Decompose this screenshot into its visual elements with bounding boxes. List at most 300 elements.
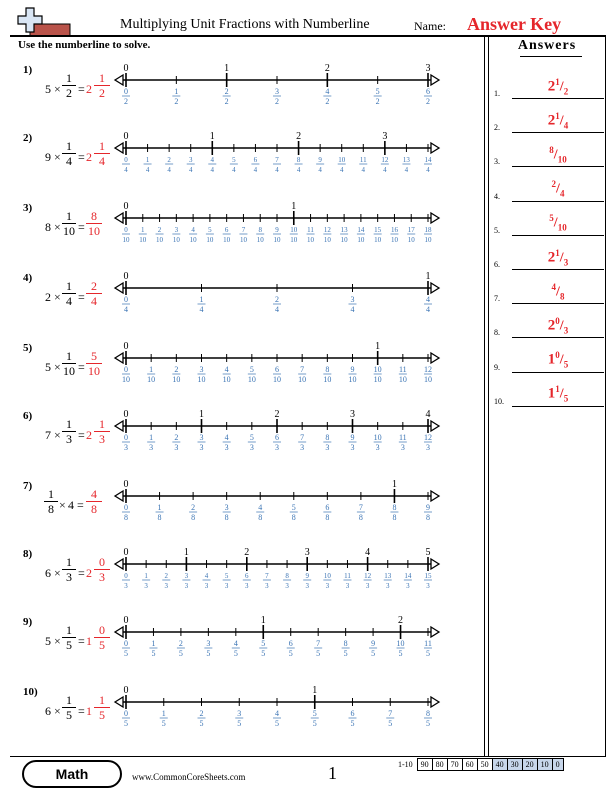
tick-denominator: 10 bbox=[189, 236, 197, 244]
whole-number-label: 0 bbox=[123, 201, 129, 212]
tick-numerator: 17 bbox=[407, 226, 415, 234]
tick-denominator: 3 bbox=[325, 443, 330, 452]
tick-numerator: 0 bbox=[124, 503, 128, 512]
answer-row bbox=[494, 305, 604, 339]
whole-number-label: 1 bbox=[224, 63, 230, 74]
answer-denominator: 5 bbox=[563, 359, 569, 370]
tick-numerator: 6 bbox=[245, 572, 249, 580]
tick-denominator: 2 bbox=[275, 97, 279, 106]
fraction-numerator: 1 bbox=[99, 693, 105, 707]
tick-numerator: 1 bbox=[149, 365, 154, 374]
number-line bbox=[112, 130, 442, 180]
whole-number-label: 0 bbox=[123, 479, 129, 490]
number-line bbox=[112, 478, 442, 528]
fraction-denominator: 8 bbox=[48, 502, 54, 516]
tick-denominator: 4 bbox=[383, 166, 387, 174]
problem-number: 7) bbox=[23, 480, 33, 492]
tick-denominator: 5 bbox=[261, 649, 266, 658]
tick-denominator: 10 bbox=[407, 236, 415, 244]
tick-numerator: 9 bbox=[350, 433, 355, 442]
tick-numerator: 12 bbox=[364, 572, 372, 580]
answer-whole: 1 bbox=[547, 386, 556, 402]
answer-whole: 2 bbox=[547, 112, 556, 129]
whole-number-label: 0 bbox=[123, 685, 129, 696]
problem-number: 2) bbox=[23, 132, 33, 144]
fraction-denominator: 10 bbox=[63, 364, 75, 378]
tick-denominator: 10 bbox=[273, 236, 281, 244]
whole-number-label: 1 bbox=[209, 131, 215, 142]
tick-denominator: 3 bbox=[305, 582, 309, 590]
whole-number-label: 0 bbox=[123, 547, 129, 558]
answer-number: 2. bbox=[494, 123, 500, 133]
times-sign: × bbox=[54, 220, 61, 234]
tick-numerator: 5 bbox=[375, 87, 380, 96]
tick-numerator: 7 bbox=[265, 572, 269, 580]
tick-denominator: 3 bbox=[406, 582, 410, 590]
equation bbox=[36, 486, 122, 520]
answer-whole: 2 bbox=[547, 249, 556, 266]
whole-number-label: 3 bbox=[350, 409, 355, 420]
equation-whole: 6 bbox=[45, 566, 51, 580]
tick-numerator: 5 bbox=[261, 639, 266, 648]
score-cell: 70 bbox=[447, 759, 462, 771]
equation-whole: 8 bbox=[45, 220, 51, 234]
whole-number-label: 0 bbox=[123, 271, 129, 282]
fraction bbox=[94, 72, 110, 99]
tick-numerator: 5 bbox=[312, 709, 317, 718]
tick-numerator: 11 bbox=[398, 433, 407, 442]
tick-denominator: 2 bbox=[426, 97, 430, 106]
tick-denominator: 3 bbox=[400, 443, 405, 452]
whole-number-label: 2 bbox=[274, 409, 280, 420]
equation-whole: 5 bbox=[45, 634, 51, 648]
right-arrow-icon bbox=[431, 421, 439, 431]
subject-badge: Math bbox=[22, 760, 122, 788]
fraction bbox=[86, 280, 102, 307]
tick-numerator: 8 bbox=[285, 572, 289, 580]
answer-slash: / bbox=[556, 181, 560, 197]
tick-numerator: 12 bbox=[323, 226, 331, 234]
answer-value bbox=[512, 248, 604, 267]
tick-numerator: 2 bbox=[224, 87, 229, 96]
tick-denominator: 10 bbox=[247, 375, 256, 384]
tick-numerator: 16 bbox=[390, 226, 398, 234]
tick-denominator: 4 bbox=[199, 305, 204, 314]
tick-numerator: 4 bbox=[275, 709, 279, 718]
tick-denominator: 4 bbox=[145, 166, 150, 174]
tick-denominator: 3 bbox=[426, 582, 430, 590]
tick-numerator: 2 bbox=[164, 572, 169, 580]
tick-numerator: 1 bbox=[141, 226, 145, 234]
answer-value bbox=[512, 213, 604, 232]
times-sign: × bbox=[54, 82, 61, 96]
equation-whole: 7 bbox=[45, 428, 51, 442]
tick-denominator: 4 bbox=[339, 166, 344, 174]
tick-numerator: 18 bbox=[424, 226, 432, 234]
answer-numerator: 2 bbox=[551, 179, 557, 190]
number-line bbox=[112, 546, 442, 596]
fraction-numerator: 1 bbox=[66, 139, 72, 153]
whole-number-label: 1 bbox=[391, 479, 397, 490]
problem-number: 5) bbox=[23, 342, 33, 354]
tick-numerator: 10 bbox=[396, 639, 405, 648]
tick-denominator: 2 bbox=[224, 97, 229, 106]
tick-denominator: 4 bbox=[232, 166, 236, 174]
score-table bbox=[395, 758, 564, 771]
tick-numerator: 12 bbox=[424, 433, 432, 442]
answer-denominator: 2 bbox=[563, 86, 569, 96]
right-arrow-icon bbox=[431, 491, 439, 501]
answer-numerator: 0 bbox=[555, 315, 560, 326]
tick-numerator: 10 bbox=[338, 156, 346, 164]
tick-numerator: 13 bbox=[384, 572, 392, 580]
tick-denominator: 3 bbox=[350, 443, 355, 452]
tick-numerator: 10 bbox=[373, 433, 382, 442]
answer-numerator: 1 bbox=[555, 76, 560, 87]
tick-numerator: 1 bbox=[149, 433, 154, 442]
tick-denominator: 4 bbox=[426, 305, 430, 314]
tick-numerator: 9 bbox=[426, 503, 430, 512]
answer-numerator: 0 bbox=[555, 350, 560, 361]
answer-number: 1. bbox=[494, 89, 500, 98]
tick-denominator: 10 bbox=[424, 236, 432, 244]
tick-numerator: 5 bbox=[224, 572, 229, 580]
worksheet-title: Multiplying Unit Fractions with Numberline bbox=[120, 17, 370, 32]
score-cell: 90 bbox=[417, 759, 432, 771]
tick-denominator: 3 bbox=[365, 582, 370, 590]
fraction bbox=[62, 280, 76, 307]
fraction bbox=[62, 418, 76, 445]
tick-denominator: 5 bbox=[237, 719, 242, 728]
answer-value bbox=[512, 350, 604, 369]
whole-number-label: 2 bbox=[296, 131, 302, 142]
tick-numerator: 12 bbox=[424, 365, 432, 374]
fraction-denominator: 3 bbox=[66, 432, 72, 446]
whole-number-label: 1 bbox=[375, 341, 381, 352]
answer-line bbox=[512, 269, 604, 270]
tick-denominator: 10 bbox=[398, 375, 407, 384]
fraction bbox=[94, 694, 110, 721]
tick-numerator: 8 bbox=[392, 503, 397, 512]
fraction bbox=[86, 488, 102, 515]
score-cell: 60 bbox=[462, 759, 477, 771]
tick-denominator: 5 bbox=[312, 719, 317, 728]
tick-numerator: 12 bbox=[381, 156, 389, 164]
answer-whole: 1 bbox=[547, 351, 556, 368]
tick-denominator: 10 bbox=[122, 375, 130, 384]
times-sign: × bbox=[59, 498, 66, 512]
tick-denominator: 3 bbox=[144, 582, 148, 590]
answer-denominator: 3 bbox=[563, 325, 569, 336]
answer-row bbox=[494, 237, 604, 271]
fraction bbox=[94, 140, 110, 167]
tick-denominator: 5 bbox=[124, 649, 128, 658]
tick-denominator: 5 bbox=[124, 719, 128, 728]
answer-value bbox=[512, 384, 604, 403]
fraction-denominator: 5 bbox=[66, 708, 72, 722]
times-sign: × bbox=[54, 290, 61, 304]
left-arrow-icon bbox=[115, 491, 123, 501]
answer-slash: / bbox=[559, 352, 564, 368]
equals-sign: = bbox=[78, 82, 85, 96]
tick-numerator: 5 bbox=[291, 503, 296, 512]
tick-denominator: 4 bbox=[426, 166, 430, 174]
answer-denominator: 3 bbox=[563, 257, 569, 267]
tick-denominator: 4 bbox=[275, 166, 279, 174]
fraction-denominator: 2 bbox=[66, 86, 72, 100]
answer-line bbox=[512, 201, 604, 202]
whole-number-label: 4 bbox=[425, 409, 431, 420]
tick-denominator: 3 bbox=[426, 443, 430, 452]
tick-denominator: 8 bbox=[325, 513, 330, 522]
answer-numerator: 8 bbox=[549, 144, 554, 155]
tick-denominator: 4 bbox=[253, 166, 258, 174]
left-arrow-icon bbox=[115, 213, 123, 223]
tick-numerator: 3 bbox=[350, 295, 355, 304]
answer-whole: 2 bbox=[86, 428, 92, 442]
answer-numerator: 4 bbox=[551, 281, 557, 292]
tick-denominator: 5 bbox=[426, 719, 430, 728]
equation-whole: 9 bbox=[45, 150, 51, 164]
tick-denominator: 3 bbox=[300, 443, 305, 452]
equation bbox=[36, 622, 122, 656]
equation bbox=[36, 554, 122, 588]
fraction-numerator: 1 bbox=[66, 209, 72, 223]
answer-number: 4. bbox=[494, 191, 500, 201]
times-sign: × bbox=[54, 634, 61, 648]
tick-denominator: 5 bbox=[426, 649, 430, 658]
tick-numerator: 2 bbox=[174, 433, 179, 442]
footer-divider bbox=[10, 756, 606, 757]
tick-denominator: 5 bbox=[288, 649, 293, 658]
left-arrow-icon bbox=[115, 75, 123, 85]
tick-denominator: 10 bbox=[172, 375, 181, 384]
fraction bbox=[62, 350, 76, 377]
equals-sign: = bbox=[78, 290, 85, 304]
tick-numerator: 9 bbox=[350, 365, 355, 374]
tick-denominator: 3 bbox=[149, 443, 154, 452]
left-arrow-icon bbox=[115, 697, 123, 707]
answer-row bbox=[494, 203, 604, 237]
right-arrow-icon bbox=[431, 75, 439, 85]
left-arrow-icon bbox=[115, 421, 123, 431]
answer-value bbox=[512, 77, 604, 96]
fraction-numerator: 1 bbox=[66, 417, 72, 431]
tick-numerator: 14 bbox=[404, 572, 412, 580]
whole-number-label: 3 bbox=[304, 547, 310, 558]
equation-whole: 6 bbox=[45, 704, 51, 718]
answer-denominator: 4 bbox=[559, 188, 565, 199]
answer-line bbox=[512, 132, 604, 133]
number-line bbox=[112, 408, 442, 458]
answer-slash: / bbox=[559, 79, 564, 95]
tick-numerator: 8 bbox=[258, 226, 262, 234]
tick-numerator: 15 bbox=[374, 226, 382, 234]
tick-denominator: 3 bbox=[375, 443, 380, 452]
tick-denominator: 4 bbox=[404, 166, 409, 174]
answer-whole: 2 bbox=[547, 317, 556, 334]
answer-whole: 1 bbox=[86, 634, 92, 648]
answer-number: 10. bbox=[494, 396, 504, 406]
answer-line bbox=[512, 235, 604, 236]
tick-numerator: 5 bbox=[249, 365, 254, 374]
tick-numerator: 1 bbox=[144, 572, 148, 580]
tick-numerator: 4 bbox=[258, 503, 263, 512]
fraction-denominator: 2 bbox=[99, 86, 105, 100]
equals-sign: = bbox=[78, 634, 85, 648]
tick-denominator: 8 bbox=[358, 513, 363, 522]
fraction-denominator: 4 bbox=[91, 294, 97, 308]
answer-value bbox=[512, 282, 604, 301]
tick-denominator: 5 bbox=[388, 719, 393, 728]
right-arrow-icon bbox=[431, 143, 439, 153]
whole-number-label: 1 bbox=[312, 685, 318, 696]
answer-value bbox=[512, 179, 604, 198]
tick-denominator: 2 bbox=[174, 97, 179, 106]
problem-number: 6) bbox=[23, 410, 33, 422]
equals-sign: = bbox=[78, 360, 85, 374]
tick-numerator: 4 bbox=[224, 365, 229, 374]
whole-number-label: 2 bbox=[244, 547, 250, 558]
tick-denominator: 3 bbox=[265, 582, 269, 590]
number-line bbox=[112, 62, 442, 112]
equation bbox=[36, 278, 122, 312]
tick-numerator: 3 bbox=[199, 365, 204, 374]
whole-number-label: 5 bbox=[425, 547, 431, 558]
tick-denominator: 3 bbox=[124, 582, 128, 590]
equation bbox=[36, 70, 122, 104]
fraction bbox=[86, 350, 102, 377]
tick-numerator: 13 bbox=[402, 156, 410, 164]
score-cell: 10 bbox=[537, 759, 552, 771]
whole-number-label: 0 bbox=[123, 63, 129, 74]
page-number: 1 bbox=[328, 763, 337, 783]
tick-denominator: 10 bbox=[156, 236, 164, 244]
equals-sign: = bbox=[78, 704, 85, 718]
whole-number-label: 4 bbox=[365, 547, 371, 558]
tick-denominator: 10 bbox=[197, 375, 206, 384]
score-cell: 80 bbox=[432, 759, 447, 771]
footer-url[interactable]: www.CommonCoreSheets.com bbox=[132, 772, 246, 782]
tick-numerator: 0 bbox=[124, 295, 128, 304]
tick-denominator: 4 bbox=[210, 166, 215, 174]
score-cell: 50 bbox=[477, 759, 492, 771]
times-sign: × bbox=[54, 150, 61, 164]
tick-numerator: 3 bbox=[174, 226, 179, 234]
left-arrow-icon bbox=[115, 559, 123, 569]
tick-denominator: 10 bbox=[424, 375, 432, 384]
tick-numerator: 3 bbox=[206, 639, 211, 648]
tick-numerator: 0 bbox=[124, 365, 128, 374]
tick-denominator: 10 bbox=[256, 236, 264, 244]
tick-numerator: 7 bbox=[388, 709, 393, 718]
answer-value bbox=[512, 145, 604, 164]
tick-denominator: 3 bbox=[245, 582, 249, 590]
tick-denominator: 10 bbox=[122, 236, 130, 244]
tick-numerator: 6 bbox=[224, 226, 229, 234]
tick-numerator: 6 bbox=[275, 365, 279, 374]
answer-denominator: 4 bbox=[563, 120, 569, 131]
tick-denominator: 5 bbox=[371, 649, 376, 658]
tick-numerator: 6 bbox=[325, 503, 330, 512]
tick-denominator: 5 bbox=[161, 719, 166, 728]
tick-numerator: 11 bbox=[307, 226, 314, 234]
tick-numerator: 2 bbox=[199, 709, 204, 718]
tick-numerator: 7 bbox=[300, 365, 305, 374]
tick-numerator: 7 bbox=[275, 156, 279, 164]
problem-number: 8) bbox=[23, 548, 33, 560]
tick-denominator: 3 bbox=[124, 443, 128, 452]
problem-number: 9) bbox=[23, 616, 33, 628]
answer-whole: 2 bbox=[547, 78, 556, 95]
left-arrow-icon bbox=[115, 353, 123, 363]
tick-numerator: 8 bbox=[426, 709, 430, 718]
answer-row bbox=[494, 169, 604, 203]
tick-numerator: 9 bbox=[371, 639, 376, 648]
tick-denominator: 5 bbox=[199, 719, 204, 728]
equation bbox=[36, 692, 122, 726]
tick-numerator: 4 bbox=[325, 87, 330, 96]
tick-denominator: 10 bbox=[373, 375, 382, 384]
tick-denominator: 3 bbox=[249, 443, 254, 452]
tick-denominator: 10 bbox=[206, 236, 214, 244]
tick-numerator: 0 bbox=[124, 709, 128, 718]
answer-line bbox=[512, 303, 604, 304]
tick-denominator: 10 bbox=[290, 236, 298, 244]
answer-denominator: 5 bbox=[563, 393, 569, 404]
fraction bbox=[94, 624, 110, 651]
number-line bbox=[112, 684, 442, 734]
answers-heading: Answers bbox=[517, 38, 577, 53]
equation bbox=[36, 416, 122, 450]
tick-denominator: 8 bbox=[426, 513, 430, 522]
fraction-numerator: 1 bbox=[99, 139, 105, 153]
fraction-numerator: 4 bbox=[91, 487, 97, 501]
fraction-denominator: 5 bbox=[66, 638, 72, 652]
tick-numerator: 8 bbox=[325, 365, 330, 374]
tick-denominator: 10 bbox=[273, 375, 281, 384]
tick-numerator: 14 bbox=[424, 156, 432, 164]
answer-value bbox=[512, 111, 604, 130]
answer-numerator: 5 bbox=[549, 213, 554, 224]
answer-number: 9. bbox=[494, 362, 500, 372]
tick-numerator: 11 bbox=[359, 156, 367, 164]
tick-denominator: 4 bbox=[188, 166, 193, 174]
tick-numerator: 0 bbox=[124, 156, 128, 164]
tick-denominator: 10 bbox=[147, 375, 156, 384]
tick-denominator: 10 bbox=[298, 375, 307, 384]
tick-numerator: 6 bbox=[275, 433, 279, 442]
tick-denominator: 4 bbox=[275, 305, 279, 314]
fraction bbox=[62, 624, 76, 651]
answer-numerator: 1 bbox=[555, 110, 560, 121]
equation-whole: 2 bbox=[45, 290, 51, 304]
tick-denominator: 8 bbox=[258, 513, 263, 522]
tick-denominator: 10 bbox=[340, 236, 348, 244]
answer-value bbox=[512, 316, 604, 335]
whole-number-label: 1 bbox=[260, 615, 266, 626]
tick-numerator: 7 bbox=[241, 226, 246, 234]
tick-numerator: 4 bbox=[204, 572, 209, 580]
fraction-numerator: 8 bbox=[91, 209, 97, 223]
answer-line bbox=[512, 98, 604, 99]
tick-numerator: 11 bbox=[344, 572, 351, 580]
tick-denominator: 10 bbox=[323, 375, 332, 384]
tick-denominator: 2 bbox=[375, 97, 380, 106]
tick-denominator: 3 bbox=[164, 582, 169, 590]
answer-number: 3. bbox=[494, 157, 500, 167]
fraction bbox=[94, 556, 110, 583]
